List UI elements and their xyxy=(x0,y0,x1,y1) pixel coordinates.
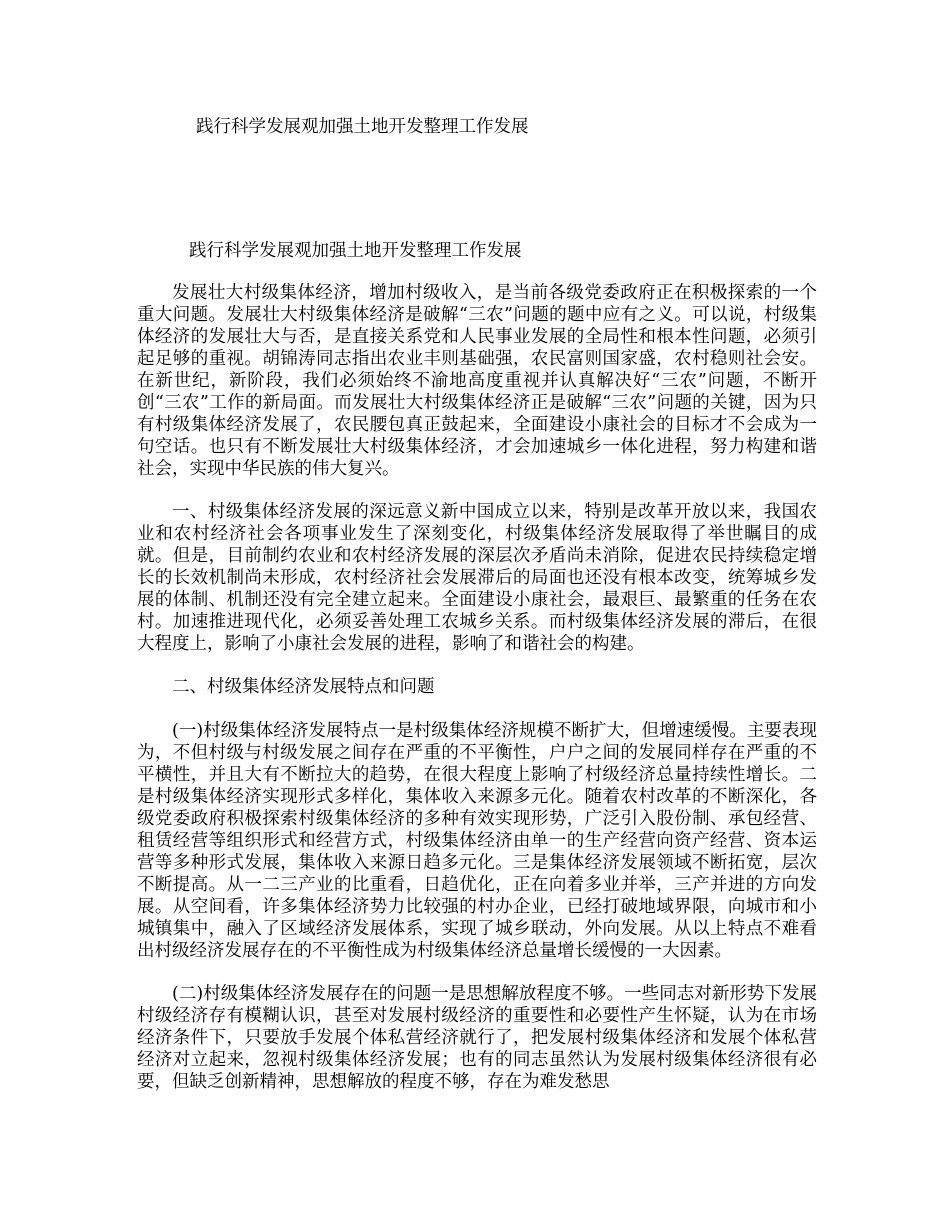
document-title: 践行科学发展观加强土地开发整理工作发展 xyxy=(196,117,529,137)
paragraph-features: (一)村级集体经济发展特点一是村级集体经济规模不断扩大，但增速缓慢。主要表现为，不但村级与村级发展之间存在严重的不平衡性，户户之间的发展同样存在严重的不平横性，并且大有不断拉大的趋势，在很大程度上影响了村级经济总量持续性增长。二是村级集体经济实现形式多样化，集体收入来源多元化。随着农村改革的不断深化，各级党委政府积极探索村级集体经济的多种有效实现形势，广泛引入股份制、承包经营、租赁经营等组织形式和经营方式，村级集体经济由单一的生产经营向资产经营、资本运营等多种形式发展，集体收入来源日趋多元化。三是集体经济发展领域不断拓宽，层次不断提高。从一二三产业的比重看，日趋优化，正在向着多业并举，三产并进的方向发展。从空间看，许多集体经济势力比较强的村办企业，已经打破地域界限，向城市和小城镇集中，融入了区域经济发展体系，实现了城乡联动，外向发展。从以上特点不难看出村级经济发展存在的不平衡性成为村级集体经济总量增长缓慢的一大因素。 xyxy=(137,721,817,961)
document-subtitle: 践行科学发展观加强土地开发整理工作发展 xyxy=(189,241,522,261)
paragraph-section-one: 一、村级集体经济发展的深远意义新中国成立以来，特别是改革开放以来，我国农业和农村经济社会各项事业发生了深刻变化，村级集体经济发展取得了举世瞩目的成就。但是，目前制约农业和农村经济发展的深层次矛盾尚未消除，促进农民持续稳定增长的长效机制尚未形成，农村经济社会发展滞后的局面也还没有根本改变，统筹城乡发展的体制、机制还没有完全建立起来。全面建设小康社会，最艰巨、最繁重的任务在农村。加速推进现代化，必须妥善处理工农城乡关系。而村级集体经济发展的滞后，在很大程度上，影响了小康社会发展的进程，影响了和谐社会的构建。 xyxy=(137,502,817,654)
paragraph-problems: (二)村级集体经济发展存在的问题一是思想解放程度不够。一些同志对新形势下发展村级经济存有模糊认识，甚至对发展村级经济的重要性和必要性产生怀疑，认为在市场经济条件下，只要放手发展个体私营经济就行了，把发展村级集体经济和发展个体私营经济对立起来，忽视村级集体经济发展；也有的同志虽然认为发展村级集体经济很有必要，但缺乏创新精神，思想解放的程度不够，存在为难发愁思 xyxy=(137,984,817,1092)
section-heading-two: 二、村级集体经济发展特点和问题 xyxy=(172,677,435,697)
document-body xyxy=(137,240,817,1114)
paragraph-intro: 发展壮大村级集体经济，增加村级收入，是当前各级党委政府正在积极探索的一个重大问题。发展壮大村级集体经济是破解“三农”问题的题中应有之义。可以说，村级集体经济的发展壮大与否，是直接关系党和人民事业发展的全局性和根本性问题，必须引起足够的重视。胡锦涛同志指出农业丰则基础强，农民富则国家盛，农村稳则社会安。在新世纪，新阶段，我们必须始终不渝地高度重视并认真解决好“三农”问题，不断开创“三农”工作的新局面。而发展壮大村级集体经济正是破解“三农”问题的关键，因为只有村级集体经济发展了，农民腰包真正鼓起来，全面建设小康社会的目标才不会成为一句空话。也只有不断发展壮大村级集体经济，才会加速城乡一体化进程，努力构建和谐社会，实现中华民族的伟大复兴。 xyxy=(137,283,817,479)
